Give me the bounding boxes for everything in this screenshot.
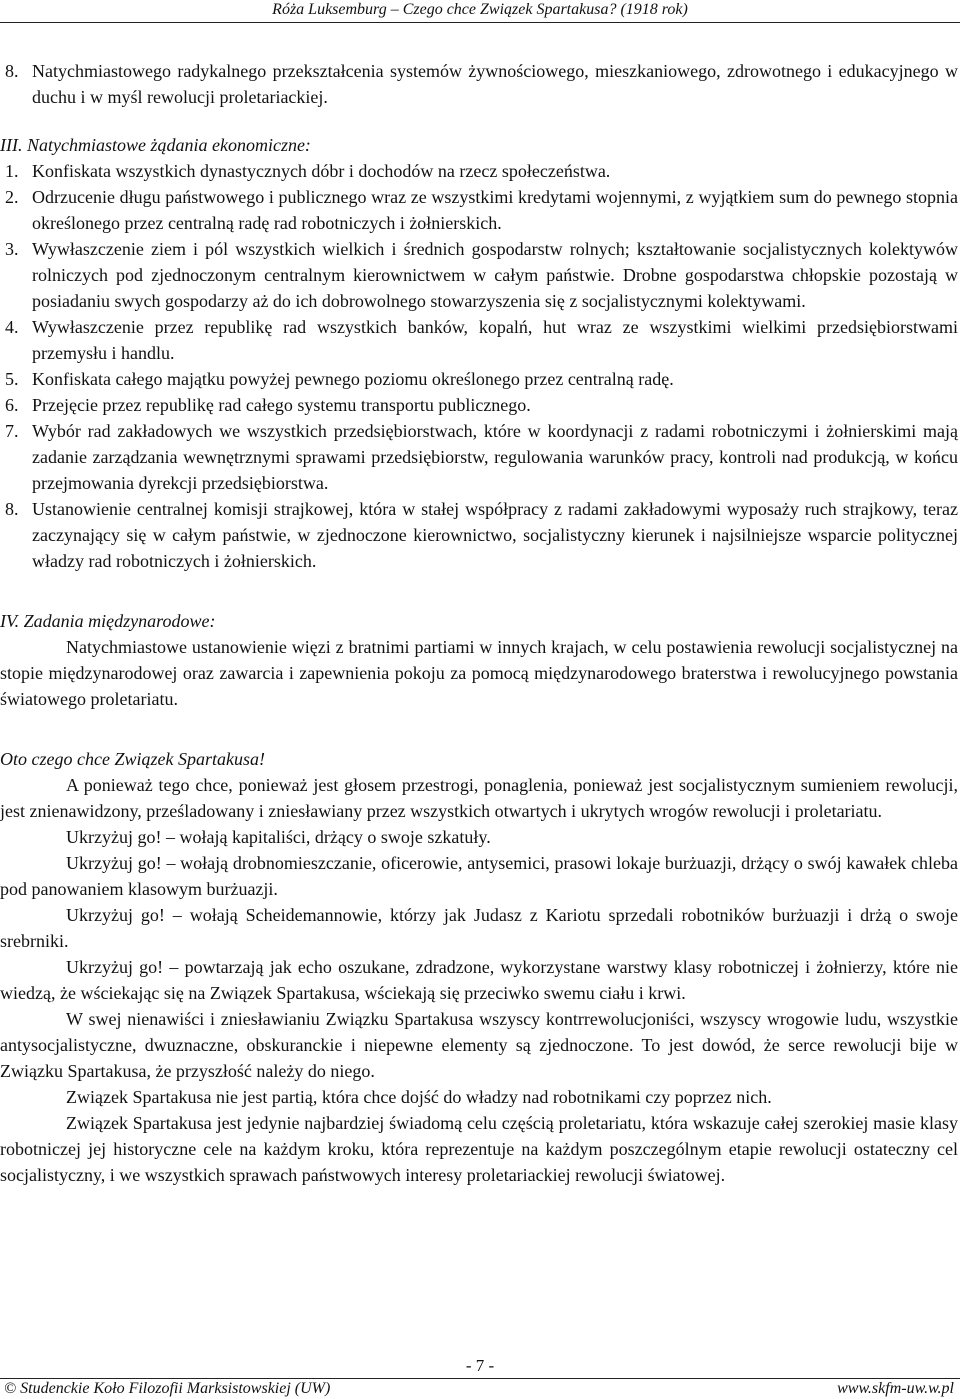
paragraph: W swej nienawiści i zniesławianiu Związku Spartakusa wszyscy kontrrewolucjoniści, wszyscy wrogowie ludu, wszystkie antysocjalistyczne, dwuznaczne, obskuranckie i niepewne elementy są zjednoczone. To jest dowód, że serce rewolucji bije w Związku Spartakusa, że przyszłość należy do niego. bbox=[0, 1009, 958, 1081]
item-number: 4. bbox=[5, 317, 19, 337]
item-text: Konfiskata całego majątku powyżej pewnego poziomu określonego przez centralną radę. bbox=[32, 369, 674, 389]
closing-heading: Oto czego chce Związek Spartakusa! bbox=[0, 749, 265, 769]
footer-copyright: © Studenckie Koło Filozofii Marksistowskiej (UW) bbox=[4, 1380, 331, 1397]
item-text: Wybór rad zakładowych we wszystkich przedsiębiorstwach, które w koordynacji z radami robotniczymi i żołnierskimi mają zadanie zarządzania wewnętrznymi sprawami przedsiębiorstw, regulowania warunków pracy, kontroli nad produkcją, w końcu przejmowania dyrekcji przedsiębiorstwa. bbox=[32, 421, 958, 493]
list-item bbox=[0, 496, 958, 574]
item-text: Przejęcie przez republikę rad całego systemu transportu publicznego. bbox=[32, 395, 531, 415]
item-text: Odrzucenie długu państwowego i publicznego wraz ze wszystkimi kredytami wojennymi, z wyjątkiem sum do pewnego stopnia określonego przez centralną radę rad robotniczych i żołnierskich. bbox=[32, 187, 958, 233]
section-heading-economic: III. Natychmiastowe żądania ekonomiczne: bbox=[0, 135, 311, 155]
item-number: 8. bbox=[5, 61, 19, 81]
paragraph: Związek Spartakusa jest jedynie najbardziej świadomą celu częścią proletariatu, która wskazuje całej szerokiej masie klasy robotniczej jej historyczne cele na każdym kroku, która reprezentuje na każdym poszczególnym etapie rewolucji ostateczny cel socjalistyczny, i we wszystkich sprawach państwowych interesy proletariackiej rewolucji światowej. bbox=[0, 1113, 958, 1185]
list-item bbox=[0, 236, 958, 314]
item-text: Wywłaszczenie przez republikę rad wszystkich banków, kopalń, hut wraz ze wszystkimi wielkimi przedsiębiorstwami przemysłu i handlu. bbox=[32, 317, 958, 363]
paragraph: Związek Spartakusa nie jest partią, która chce dojść do władzy nad robotnikami czy poprzez nich. bbox=[66, 1087, 772, 1107]
list-item bbox=[0, 184, 958, 236]
section-heading-international: IV. Zadania międzynarodowe: bbox=[0, 611, 216, 631]
item-number: 1. bbox=[5, 161, 19, 181]
item-text: Wywłaszczenie ziem i pól wszystkich wielkich i średnich gospodarstw rolnych; kształtowanie socjalistycznych kolektywów rolniczych pod zjednoczonym centralnym kierownictwem w całym państwie. Drobne gospodarstwa chłopskie pozostają w posiadaniu swych gospodarzy aż do ich dobrowolnego stowarzyszenia się z socjalistycznymi kolektywami. bbox=[32, 239, 958, 311]
list-item bbox=[0, 366, 958, 392]
item-text: Natychmiastowego radykalnego przekształcenia systemów żywnościowego, mieszkaniowego, zdrowotnego i edukacyjnego w duchu i w myśl rewolucji proletariackiej. bbox=[32, 61, 958, 107]
paragraph: Ukrzyżuj go! – wołają kapitaliści, drżący o swoje szkatuły. bbox=[66, 827, 491, 847]
item-number: 8. bbox=[5, 499, 19, 519]
economic-demands-list bbox=[0, 158, 958, 574]
header-rule bbox=[0, 22, 960, 23]
item-number: 5. bbox=[5, 369, 19, 389]
footer-website-link[interactable]: www.skfm-uw.w.pl bbox=[837, 1380, 954, 1397]
list-item bbox=[0, 314, 958, 366]
footer-rule bbox=[0, 1378, 960, 1379]
list-item bbox=[0, 58, 958, 110]
paragraph: Ukrzyżuj go! – wołają drobnomieszczanie, oficerowie, antysemici, prasowi lokaje burżuazji, drżący o swój kawałek chleba pod panowaniem klasowym burżuazji. bbox=[0, 853, 958, 899]
item-number: 3. bbox=[5, 239, 19, 259]
item-text: Ustanowienie centralnej komisji strajkowej, która w stałej współpracy z radami zakładowymi wyposaży ruch strajkowy, teraz zaczynający się w całym państwie, w zjednoczone kierownictwo, socjalistyczny kierunek i najsilniejsze wsparcie politycznej władzy rad robotniczych i żołnierskich. bbox=[32, 499, 958, 571]
running-header: Róża Luksemburg – Czego chce Związek Spartakusa? (1918 rok) bbox=[272, 1, 688, 18]
paragraph: Ukrzyżuj go! – wołają Scheidemannowie, którzy jak Judasz z Kariotu sprzedali robotników burżuazji i drżą o swoje srebrniki. bbox=[0, 905, 958, 951]
page-body bbox=[0, 58, 958, 1188]
item-text: Konfiskata wszystkich dynastycznych dóbr i dochodów na rzecz społeczeństwa. bbox=[32, 161, 611, 181]
list-item bbox=[0, 158, 958, 184]
paragraph: Natychmiastowe ustanowienie więzi z bratnimi partiami w innych krajach, w celu postawienia rewolucji socjalistycznej na stopie międzynarodowej oraz zawarcia i zapewnienia pokoju za pomocą międzynarodowego braterstwa i rewolucyjnego powstania światowego proletariatu. bbox=[0, 637, 958, 709]
item-number: 6. bbox=[5, 395, 19, 415]
paragraph: Ukrzyżuj go! – powtarzają jak echo oszukane, zdradzone, wykorzystane warstwy klasy robotniczej i żołnierzy, które nie wiedzą, że wściekając się na Związek Spartakusa, wściekają się przeciwko swemu ciału i krwi. bbox=[0, 957, 958, 1003]
page-number: - 7 - bbox=[465, 1356, 495, 1375]
list-item bbox=[0, 392, 958, 418]
paragraph: A ponieważ tego chce, ponieważ jest głosem przestrogi, ponaglenia, ponieważ jest socjalistycznym sumieniem rewolucji, jest znienawidzony, prześladowany i zniesławiany przez wszystkich otwartych i ukrytych wrogów rewolucji i proletariatu. bbox=[0, 775, 958, 821]
item-number: 2. bbox=[5, 187, 19, 207]
item-number: 7. bbox=[5, 421, 19, 441]
list-item bbox=[0, 418, 958, 496]
